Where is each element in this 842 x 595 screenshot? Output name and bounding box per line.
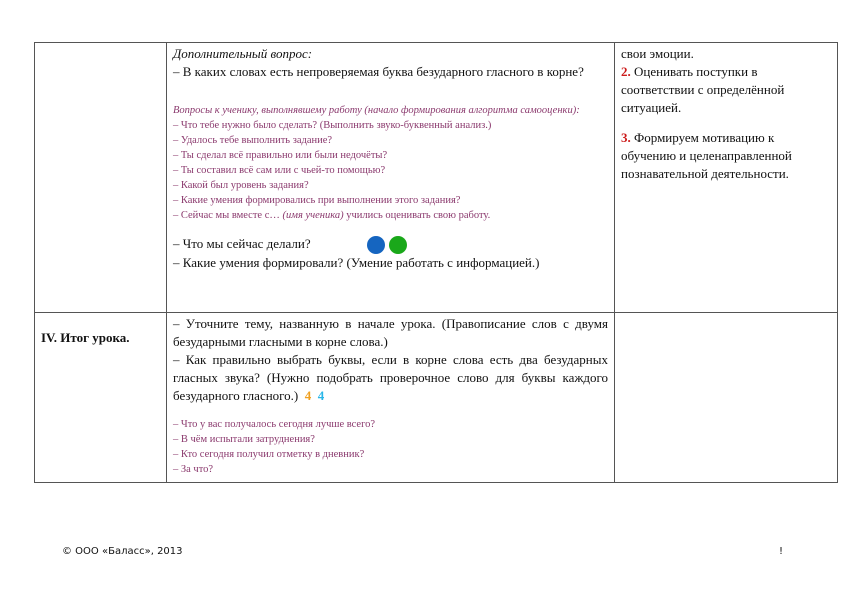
lesson-table xyxy=(34,42,838,483)
blue-dot-icon xyxy=(367,236,385,254)
goal-item-2 xyxy=(621,63,831,117)
self-eval-question: – Что тебе нужно было сделать? (Выполнить звуко-буквенный анализ.) xyxy=(173,120,492,131)
text: – Что мы сейчас делали? xyxy=(173,236,311,251)
table-row xyxy=(35,313,838,483)
stage-cell xyxy=(35,313,167,483)
footer-copyright: © ООО «Баласс», 2013 xyxy=(62,546,183,557)
extra-heading: Дополнительный вопрос: xyxy=(173,46,313,61)
stage-label: IV. Итог урока. xyxy=(41,330,130,345)
stage-cell xyxy=(35,43,167,313)
reflection-question: – За что? xyxy=(173,464,214,475)
content-cell xyxy=(167,43,615,313)
content-cell xyxy=(167,313,615,483)
text: учились оценивать свою работу. xyxy=(343,210,491,221)
student-name-placeholder: (имя ученика) xyxy=(282,210,344,221)
question-what xyxy=(173,235,608,254)
goal-number: 2. xyxy=(621,64,631,79)
goal-number: 3. xyxy=(621,130,631,145)
summary-question: – Уточните тему, названную в начале урока. (Правописание слов с двумя безударными гласными в корне слова.) xyxy=(173,316,608,349)
self-eval-question: – Ты сделал всё правильно или были недочёты? xyxy=(173,150,388,161)
reflection-question: – В чём испытали затруднения? xyxy=(173,434,315,445)
mark-blue: 4 xyxy=(317,388,325,403)
self-eval-question: – Какие умения формировались при выполнении этого задания? xyxy=(173,195,461,206)
goal-text: Формируем мотивацию к обучению и целенаправленной познавательной деятельности. xyxy=(621,130,792,181)
extra-question: – В каких словах есть непроверяемая буква безударного гласного в корне? xyxy=(173,64,584,79)
goal-text: свои эмоции. xyxy=(621,46,694,61)
self-eval-question xyxy=(173,208,608,223)
reflection-question: – Кто сегодня получил отметку в дневник? xyxy=(173,449,365,460)
goals-cell xyxy=(615,43,838,313)
self-eval-heading: Вопросы к ученику, выполнявшему работу (начало формирования алгоритма самооценки): xyxy=(173,105,580,116)
text: – Сейчас мы вместе с… xyxy=(173,210,283,221)
goal-item-3 xyxy=(621,129,831,183)
question-skills: – Какие умения формировали? (Умение работать с информацией.) xyxy=(173,255,540,271)
self-eval-question: – Удалось тебе выполнить задание? xyxy=(173,135,333,146)
summary-question xyxy=(173,351,608,405)
mark-orange: 4 xyxy=(304,388,312,403)
green-dot-icon xyxy=(389,236,407,254)
page-number: ! xyxy=(779,546,784,557)
self-eval-question: – Ты составил всё сам или с чьей-то помощью? xyxy=(173,165,386,176)
goal-text: Оценивать поступки в соответствии с определённой ситуацией. xyxy=(621,64,785,115)
table-row xyxy=(35,43,838,313)
reflection-question: – Что у вас получалось сегодня лучше всего? xyxy=(173,419,376,430)
self-eval-question: – Какой был уровень задания? xyxy=(173,180,309,191)
goals-cell xyxy=(615,313,838,483)
text: – Как правильно выбрать буквы, если в корне слова есть два безударных гласных звука? (Нужно подобрать проверочное слово для буквы каждого безударного гласного.) xyxy=(173,352,608,403)
